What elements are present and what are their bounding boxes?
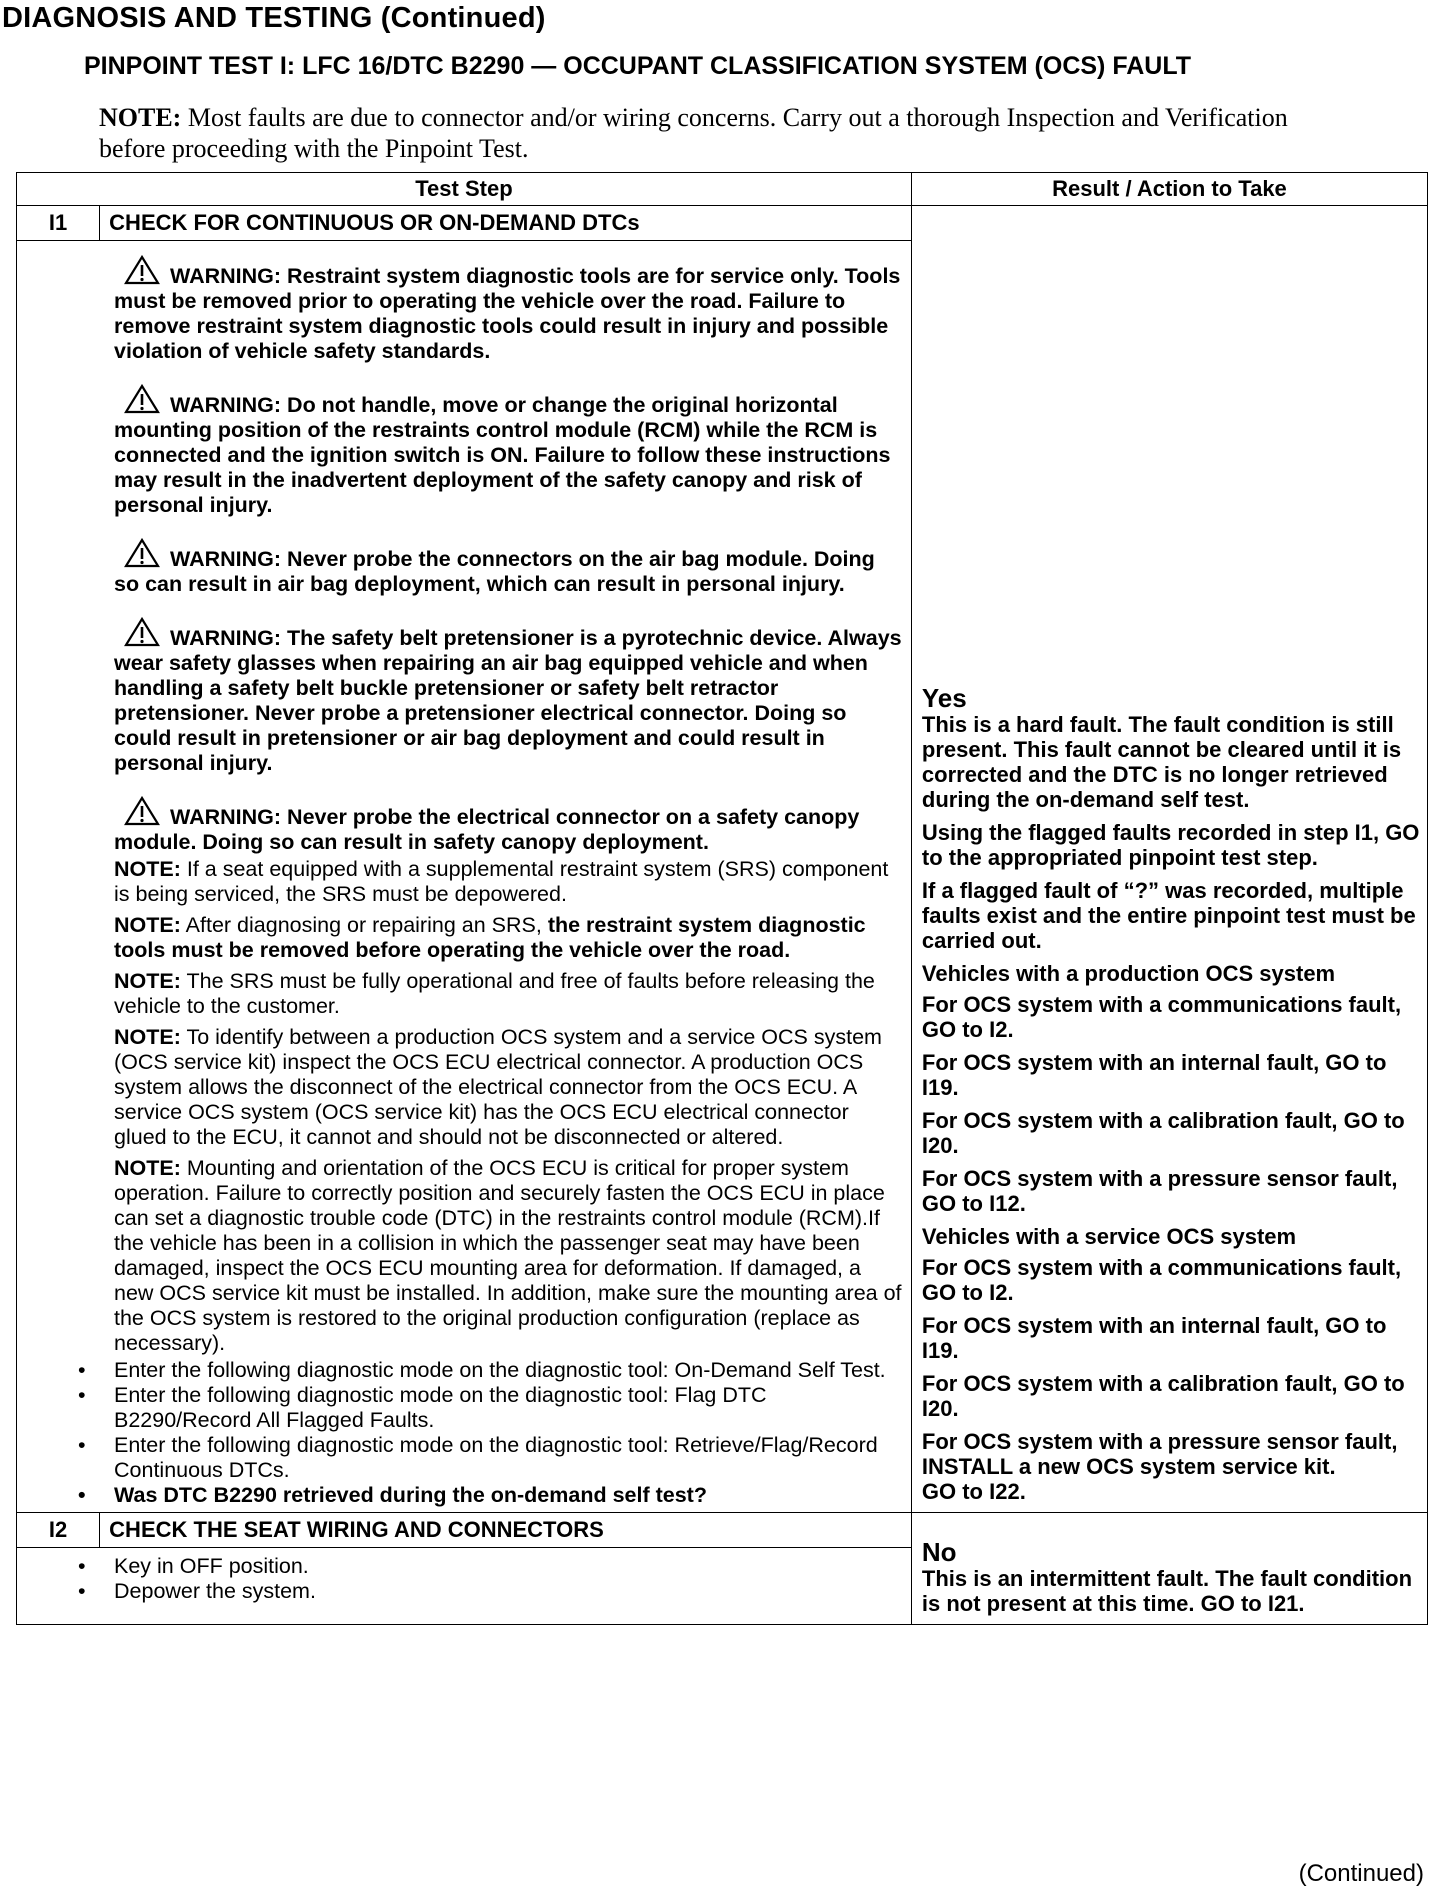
step-link[interactable]: I2: [989, 1280, 1008, 1305]
step-link[interactable]: I12: [989, 1191, 1020, 1216]
action-text: For OCS system with an internal fault, GO to: [921, 1050, 1387, 1075]
warning-text: WARNING: Do not handle, move or change the original horizontal mounting position of the restraints control module (RCM) while the RCM is connected and the ignition switch is ON. Failure to follow these instructions may result in the inadvertent deployment of the safety canopy and risk of personal injury.: [114, 393, 891, 517]
action-end: .: [952, 1338, 959, 1363]
action-text: For OCS system with a pressure sensor fault, GO to: [921, 1166, 1398, 1216]
step-link[interactable]: I19: [921, 1338, 953, 1363]
note-label: NOTE:: [114, 969, 181, 993]
page-title: DIAGNOSIS AND TESTING (Continued): [2, 2, 546, 34]
flagged-text: Using the flagged faults recorded in step I1, GO to the appropriated pinpoint test step.: [921, 820, 1420, 870]
table-header-row: [17, 173, 1428, 206]
step-body-i2: [17, 1548, 912, 1625]
step-title: CHECK FOR CONTINUOUS OR ON-DEMAND DTCs: [100, 206, 912, 241]
action-end: .: [952, 1075, 959, 1100]
no-end: .: [1298, 1591, 1305, 1616]
action-text: For OCS system with a calibration fault, GO to: [921, 1108, 1405, 1133]
production-heading: Vehicles with a production OCS system: [921, 961, 1336, 986]
list-item: • Enter the following diagnostic mode on the diagnostic tool: On-Demand Self Test.: [76, 1358, 903, 1383]
step-link[interactable]: I20: [921, 1396, 953, 1421]
question-mark: “?”: [1123, 878, 1160, 903]
action-text: For OCS system with a communications fault, GO to: [921, 992, 1402, 1042]
action-text: For OCS system with an internal fault, GO to: [921, 1313, 1387, 1338]
note-text: The SRS must be fully operational and free of faults before releasing the vehicle to the customer.: [114, 969, 875, 1018]
step-link[interactable]: I19: [921, 1075, 953, 1100]
continued-footer: (Continued): [1298, 1860, 1424, 1887]
step-link[interactable]: I22: [989, 1479, 1020, 1504]
step-row-i1: [17, 206, 1428, 241]
warning: [114, 255, 903, 364]
goto-line: [922, 1479, 1421, 1504]
note: [114, 857, 903, 907]
action-item: [922, 1166, 1421, 1216]
action-text: For OCS system with a communications fault, GO to: [921, 1255, 1402, 1305]
list-item: • Depower the system.: [76, 1579, 903, 1604]
step-bullet-list: [76, 1358, 903, 1508]
service-heading: Vehicles with a service OCS system: [921, 1224, 1297, 1249]
goto-text: GO to: [921, 1479, 990, 1504]
action-end: .: [1019, 1191, 1026, 1216]
action-end: .: [1007, 1017, 1014, 1042]
note-text: To identify between a production OCS system and a service OCS system (OCS service kit) inspect the OCS ECU electrical connector. A production OCS system allows the disconnect of the electrical connector from the OCS ECU. A service OCS system (OCS service kit) has the OCS ECU electrical connector glued to the ECU, it cannot and should not be disconnected or altered.: [114, 1025, 882, 1149]
pinpoint-test-table: [16, 172, 1428, 1625]
warning-icon: [124, 617, 160, 647]
list-item: • Key in OFF position.: [76, 1554, 903, 1579]
warning: [114, 796, 903, 855]
action-item: [922, 1313, 1421, 1363]
note-text: Most faults are due to connector and/or wiring concerns. Carry out a thorough Inspection and Verification before proceeding with the Pinpoint Test.: [99, 103, 1288, 163]
note-label: NOTE:: [99, 103, 182, 132]
header-test-step: Test Step: [17, 173, 912, 206]
warning-icon: [124, 796, 160, 826]
header-result: Result / Action to Take: [911, 173, 1427, 206]
action-item: [922, 1108, 1421, 1158]
result-cell-i1: [911, 206, 1427, 1616]
note-bold-text: the restraint system diagnostic tools must be removed before operating the vehicle over the road.: [114, 913, 866, 962]
warning: [114, 384, 903, 518]
warning: [114, 617, 903, 776]
note: [114, 1156, 903, 1356]
action-end: .: [952, 1133, 959, 1158]
warning-text: WARNING: Never probe the connectors on the air bag module. Doing so can result in air bag deployment, which can result in personal injury.: [114, 547, 875, 596]
multiple-faults-text: [922, 878, 1421, 953]
note-label: NOTE:: [114, 857, 181, 881]
goto-end: .: [1019, 1479, 1026, 1504]
action-text: For OCS system with a calibration fault, GO to: [921, 1371, 1405, 1396]
step-body-i1: [17, 241, 912, 1513]
text-span: If a flagged fault of: [921, 878, 1124, 903]
no-heading: No: [921, 1537, 957, 1567]
step-link[interactable]: I2: [989, 1017, 1008, 1042]
note: [114, 1025, 903, 1150]
note-label: NOTE:: [114, 913, 181, 937]
warning: [114, 538, 903, 597]
step-link[interactable]: I21: [1267, 1591, 1299, 1616]
list-item: • Enter the following diagnostic mode on the diagnostic tool: Flag DTC B2290/Record All Flagged Faults.: [76, 1383, 903, 1433]
step-id: I2: [17, 1513, 100, 1548]
action-end: .: [1007, 1280, 1014, 1305]
text-span: was recorded, multiple faults exist and the entire pinpoint test must be carried out.: [921, 878, 1416, 953]
step-title: CHECK THE SEAT WIRING AND CONNECTORS: [100, 1513, 912, 1548]
pressure-install-text: For OCS system with a pressure sensor fault, INSTALL a new OCS system service kit.: [921, 1429, 1398, 1479]
no-text-span: This is an intermittent fault. The fault condition is not present at this time. GO to: [921, 1566, 1413, 1616]
warning-text: WARNING: Never probe the electrical connector on a safety canopy module. Doing so can result in safety canopy deployment.: [114, 805, 860, 854]
warning-icon: [124, 538, 160, 568]
pinpoint-test-title: PINPOINT TEST I: LFC 16/DTC B2290 — OCCUPANT CLASSIFICATION SYSTEM (OCS) FAULT: [84, 52, 1192, 80]
warning-text: WARNING: Restraint system diagnostic tools are for service only. Tools must be removed prior to operating the vehicle over the road. Failure to remove restraint system diagnostic tools could result in injury and possible violation of vehicle safety standards.: [114, 264, 901, 363]
step-link[interactable]: I20: [921, 1133, 953, 1158]
action-item: [922, 1050, 1421, 1100]
no-text: [922, 1566, 1421, 1616]
action-item: [922, 1371, 1421, 1421]
note: [114, 969, 903, 1019]
action-item: [922, 992, 1421, 1042]
yes-text: This is a hard fault. The fault condition is still present. This fault cannot be cleared until it is corrected and the DTC is no longer retrieved during the on-demand self test.: [921, 712, 1402, 812]
warning-text: WARNING: The safety belt pretensioner is a pyrotechnic device. Always wear safety glasses when repairing an air bag equipped vehicle and when handling a safety belt buckle pretensioner or safety belt retractor pretensioner. Never probe a pretensioner electrical connector. Doing so could result in pretensioner or air bag deployment and could result in personal injury.: [114, 626, 902, 775]
note-label: NOTE:: [114, 1156, 181, 1180]
yes-heading: Yes: [921, 683, 967, 713]
top-note: [99, 102, 1339, 164]
note-text: After diagnosing or repairing an SRS,: [180, 913, 548, 937]
note-text: If a seat equipped with a supplemental restraint system (SRS) component is being serviced, the SRS must be depowered.: [114, 857, 889, 906]
note: [114, 913, 903, 963]
action-item: [922, 1255, 1421, 1305]
list-item: • Enter the following diagnostic mode on the diagnostic tool: Retrieve/Flag/Record Continuous DTCs.: [76, 1433, 903, 1483]
step-question: • Was DTC B2290 retrieved during the on-demand self test?: [76, 1483, 903, 1508]
step-id: I1: [17, 206, 100, 241]
note-text: Mounting and orientation of the OCS ECU is critical for proper system operation. Failure to correctly position and securely fasten the OCS ECU in place can set a diagnostic trouble code (DTC) in the restraints control module (RCM).If the vehicle has been in a collision in which the passenger seat may have been damaged, inspect the OCS ECU mounting area for deformation. If damaged, a new OCS service kit must be installed. In addition, make sure the mounting area of the OCS system is restored to the original production configuration (replace as necessary).: [114, 1156, 902, 1355]
warning-icon: [124, 384, 160, 414]
warning-icon: [124, 255, 160, 285]
note-label: NOTE:: [114, 1025, 181, 1049]
action-end: .: [952, 1396, 959, 1421]
step-bullet-list: [76, 1554, 903, 1604]
